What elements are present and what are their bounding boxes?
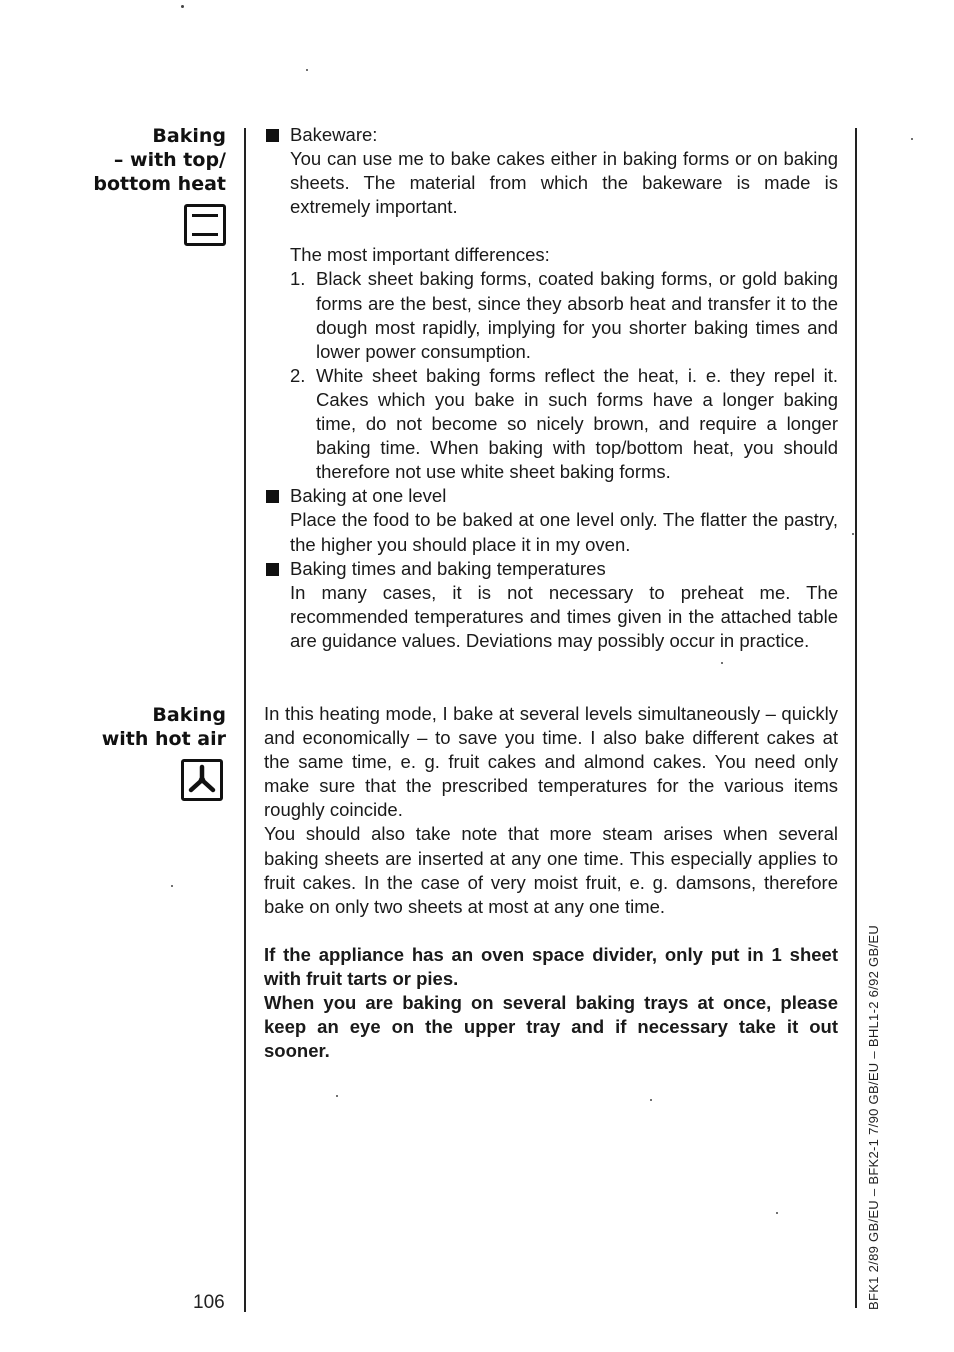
scan-speck xyxy=(171,885,173,887)
hot-air-content xyxy=(264,702,838,1063)
scan-speck xyxy=(650,1099,652,1101)
page-number: 106 xyxy=(193,1292,225,1313)
heading-line: Baking xyxy=(152,125,226,147)
bakeware-title: Bakeware: xyxy=(290,124,378,145)
document-code: BFK1 2/89 GB/EU – BFK2-1 7/90 GB/EU – BHL1-2 6/92 GB/EU xyxy=(866,924,881,1310)
difference-item xyxy=(264,267,838,363)
scan-speck xyxy=(336,1095,338,1097)
right-margin-rule xyxy=(855,128,857,1308)
top-bottom-heat-icon xyxy=(184,204,226,246)
top-bottom-heat-content xyxy=(264,123,838,653)
left-margin-rule xyxy=(244,128,246,1312)
heading-top-bottom-heat xyxy=(93,124,226,196)
heading-line: with hot air xyxy=(101,728,226,750)
scan-speck xyxy=(852,533,854,535)
item-number: 1. xyxy=(290,268,306,290)
bakeware-intro: You can use me to bake cakes either in baking forms or on baking sheets. The material from which the bakeware is made is extremely important. xyxy=(290,148,838,218)
scan-speck xyxy=(911,138,913,140)
scan-speck xyxy=(306,69,308,71)
one-level-title: Baking at one level xyxy=(290,485,447,507)
differences-label: The most important differences: xyxy=(290,244,550,266)
bullet-square-icon xyxy=(266,129,279,142)
times-block xyxy=(264,557,838,653)
bullet-square-icon xyxy=(266,490,279,503)
one-level-block xyxy=(264,484,838,556)
heading-line: bottom heat xyxy=(93,173,226,195)
bullet-square-icon xyxy=(266,563,279,576)
spacer xyxy=(264,919,838,943)
heading-line: Baking xyxy=(152,704,226,726)
one-level-text: Place the food to be baked at one level only. The flatter the pastry, the higher you should place it in my oven. xyxy=(290,509,838,555)
hot-air-paragraph: In this heating mode, I bake at several levels simultaneously – quickly and economically – to save you time. I also bake different cakes at the same time, e. g. fruit cakes and almond cakes. You need only make sure that the prescribed temperatures for the various items roughly coincide. xyxy=(264,703,838,821)
spacer xyxy=(264,219,838,243)
scan-speck xyxy=(181,5,184,8)
times-text: In many cases, it is not necessary to preheat me. The recommended temperatures and times given in the attached table are guidance values. Deviations may possibly occur in practice. xyxy=(290,581,838,651)
hot-air-fan-icon xyxy=(181,759,223,801)
bakeware-block xyxy=(264,123,838,219)
item-number: 2. xyxy=(290,364,306,386)
warning-text: If the appliance has an oven space divider, only put in 1 sheet with fruit tarts or pies. xyxy=(264,943,838,989)
heading-hot-air xyxy=(102,703,226,751)
hot-air-paragraph: You should also take note that more steam arises when several baking sheets are inserted at any one time. This especially applies to fruit cakes. In the case of very moist fruit, e. g. damsons, therefore bake on only two sheets at most at any one time. xyxy=(264,823,838,917)
item-text: White sheet baking forms reflect the heat, i. e. they repel it. Cakes which you bake in such forms have a longer baking time, do not become so nicely brown, and require a longer baking time. When baking with top/bottom heat, you should therefore not use white sheet baking forms. xyxy=(316,364,838,483)
difference-item xyxy=(264,364,838,484)
heading-line: – with top/ xyxy=(113,149,226,171)
warning-text: When you are baking on several baking trays at once, please keep an eye on the upper tray and if necessary take it out sooner. xyxy=(264,992,838,1062)
item-text: Black sheet baking forms, coated baking forms, or gold baking forms are the best, since they absorb heat and transfer it to the dough most rapidly, implying for you shorter baking times and lower power consumption. xyxy=(316,268,838,362)
times-title: Baking times and baking temperatures xyxy=(290,557,606,579)
scan-speck xyxy=(721,662,723,664)
scan-speck xyxy=(776,1212,778,1214)
